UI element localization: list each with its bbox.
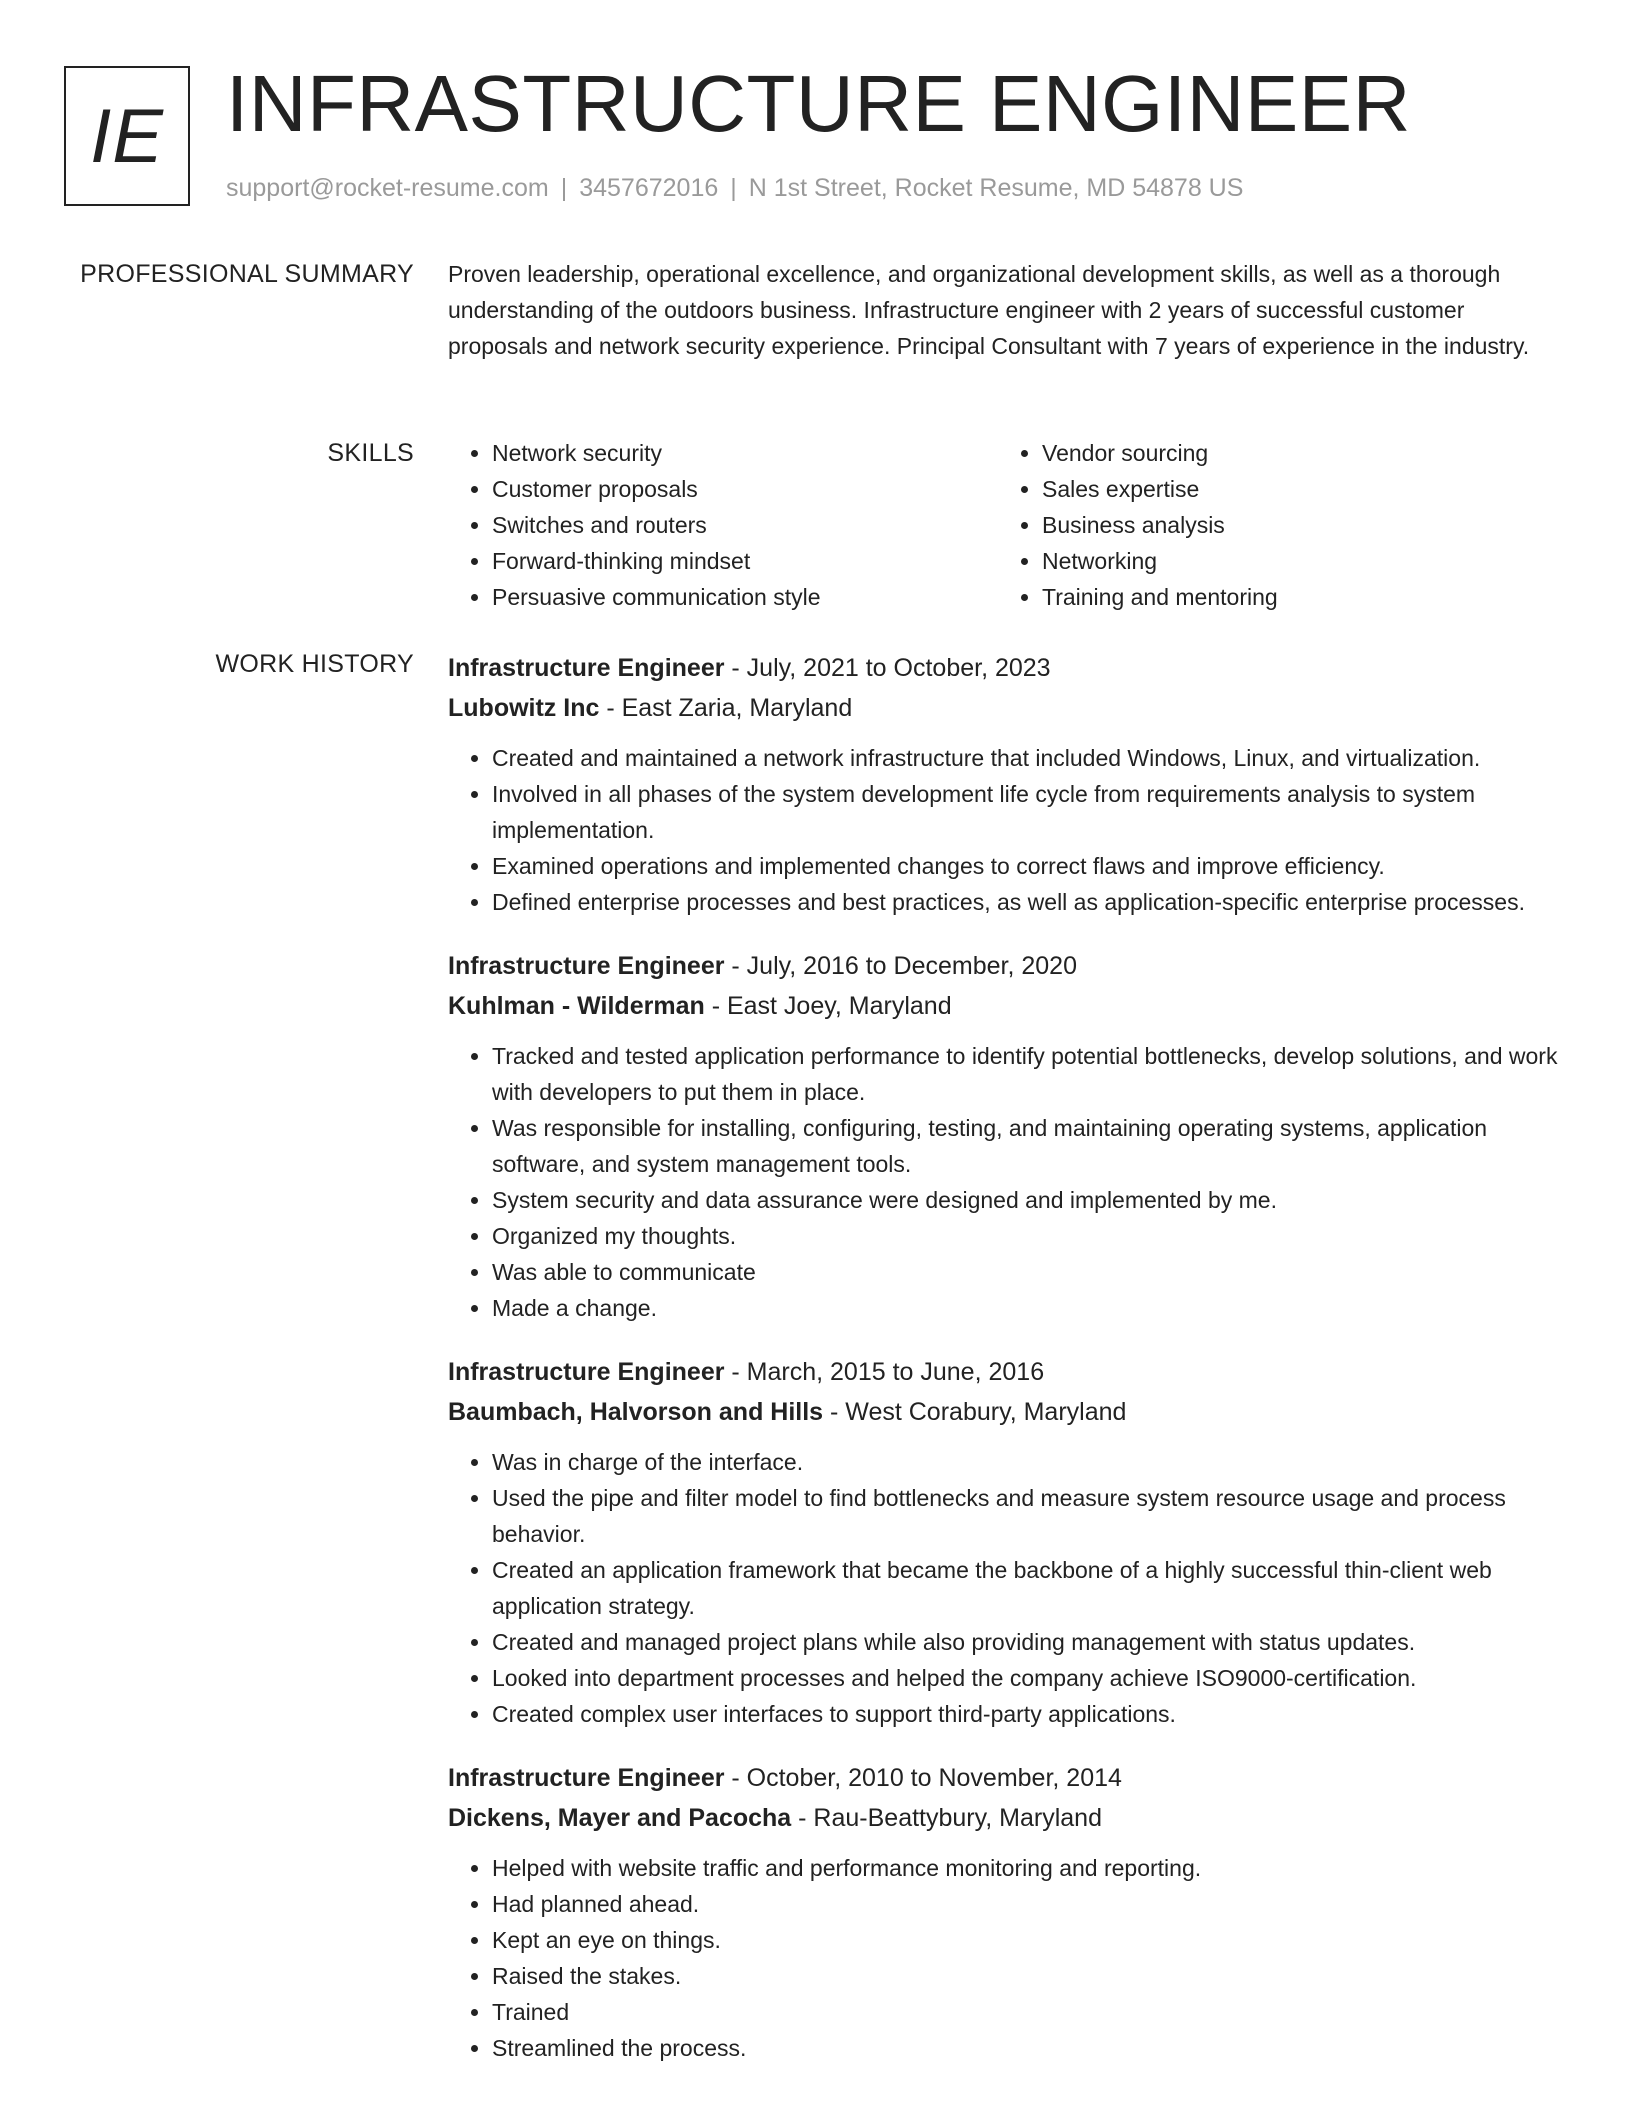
job-role: Infrastructure Engineer	[448, 952, 725, 980]
work-body	[448, 648, 1568, 2092]
job-company: Kuhlman - Wilderman	[448, 992, 705, 1020]
job-bullet: • Created and managed project plans while also providing management with status updates.	[492, 1624, 1568, 1660]
job-bullets	[448, 1850, 1568, 2066]
section-title-work: WORK HISTORY	[215, 650, 414, 678]
job-bullet: • Involved in all phases of the system development life cycle from requirements analysis to system implementation.	[492, 776, 1568, 848]
job-role: Infrastructure Engineer	[448, 654, 725, 682]
job-bullet: • Organized my thoughts.	[492, 1218, 1568, 1254]
job-bullet: • Streamlined the process.	[492, 2030, 1568, 2066]
job-bullet: • Created an application framework that became the backbone of a highly successful thin-client web application strategy.	[492, 1552, 1568, 1624]
job-bullet: • Kept an eye on things.	[492, 1922, 1568, 1958]
job-bullet: • Looked into department processes and helped the company achieve ISO9000-certification.	[492, 1660, 1568, 1696]
job-location: - East Joey, Maryland	[704, 992, 952, 1020]
job-bullet: • Was responsible for installing, configuring, testing, and maintaining operating systems, application software, and system management tools.	[492, 1110, 1568, 1182]
job-bullet: • Created and maintained a network infrastructure that included Windows, Linux, and virtualization.	[492, 740, 1568, 776]
job-title-line	[448, 946, 1568, 986]
skill-item: • Network security	[492, 435, 998, 471]
monogram-logo: IE	[64, 66, 190, 206]
job-bullet: • System security and data assurance were designed and implemented by me.	[492, 1182, 1568, 1218]
contact-address: N 1st Street, Rocket Resume, MD 54878 US	[748, 174, 1244, 202]
contact-line	[226, 174, 1243, 203]
job-company-line	[448, 688, 1568, 728]
job-bullets	[448, 1038, 1568, 1326]
job-bullet: • Examined operations and implemented changes to correct flaws and improve efficiency.	[492, 848, 1568, 884]
job-entry	[448, 946, 1568, 1326]
job-bullet: • Was in charge of the interface.	[492, 1444, 1568, 1480]
job-bullet: • Made a change.	[492, 1290, 1568, 1326]
skill-item: • Persuasive communication style	[492, 579, 998, 615]
skill-item: • Forward-thinking mindset	[492, 543, 998, 579]
skill-item: • Business analysis	[1042, 507, 1548, 543]
job-bullet: • Defined enterprise processes and best practices, as well as application-specific enterprise processes.	[492, 884, 1568, 920]
job-role: Infrastructure Engineer	[448, 1764, 725, 1792]
job-bullets	[448, 740, 1568, 920]
skill-item: • Vendor sourcing	[1042, 435, 1548, 471]
job-company-line	[448, 1798, 1568, 1838]
job-company: Baumbach, Halvorson and Hills	[448, 1398, 824, 1426]
job-bullets	[448, 1444, 1568, 1732]
job-title-line	[448, 1758, 1568, 1798]
job-location: - East Zaria, Maryland	[599, 694, 853, 722]
skill-item: • Networking	[1042, 543, 1548, 579]
job-location: - Rau-Beattybury, Maryland	[791, 1804, 1102, 1832]
job-company-line	[448, 1392, 1568, 1432]
skills-body	[448, 435, 1568, 615]
job-title-line	[448, 1352, 1568, 1392]
job-location: - West Corabury, Maryland	[823, 1398, 1127, 1426]
job-company: Dickens, Mayer and Pacocha	[448, 1804, 792, 1832]
job-company-line	[448, 986, 1568, 1026]
summary-body	[448, 256, 1568, 364]
job-entry	[448, 648, 1568, 920]
contact-email: support@rocket-resume.com	[226, 174, 549, 202]
job-dates: - March, 2015 to June, 2016	[724, 1358, 1045, 1386]
job-bullet: • Was able to communicate	[492, 1254, 1568, 1290]
job-bullet: • Created complex user interfaces to support third-party applications.	[492, 1696, 1568, 1732]
section-title-skills: SKILLS	[327, 439, 414, 467]
contact-phone: 3457672016	[579, 174, 719, 202]
job-dates: - October, 2010 to November, 2014	[724, 1764, 1122, 1792]
skill-item: • Training and mentoring	[1042, 579, 1548, 615]
job-bullet: • Raised the stakes.	[492, 1958, 1568, 1994]
job-entry	[448, 1758, 1568, 2066]
job-dates: - July, 2021 to October, 2023	[724, 654, 1051, 682]
job-bullet: • Trained	[492, 1994, 1568, 2030]
job-bullet: • Used the pipe and filter model to find bottlenecks and measure system resource usage and process behavior.	[492, 1480, 1568, 1552]
skill-item: • Switches and routers	[492, 507, 998, 543]
job-entry	[448, 1352, 1568, 1732]
contact-separator: |	[560, 174, 568, 202]
job-title-line	[448, 648, 1568, 688]
job-dates: - July, 2016 to December, 2020	[724, 952, 1077, 980]
skills-list-right	[998, 435, 1548, 615]
job-bullet: • Helped with website traffic and performance monitoring and reporting.	[492, 1850, 1568, 1886]
resume-title: INFRASTRUCTURE ENGINEER	[226, 59, 1411, 148]
skill-item: • Customer proposals	[492, 471, 998, 507]
skills-list-left	[448, 435, 998, 615]
job-company: Lubowitz Inc	[448, 694, 600, 722]
section-title-summary: PROFESSIONAL SUMMARY	[80, 260, 414, 288]
job-role: Infrastructure Engineer	[448, 1358, 725, 1386]
job-bullet: • Had planned ahead.	[492, 1886, 1568, 1922]
job-bullet: • Tracked and tested application performance to identify potential bottlenecks, develop solutions, and work with developers to put them in place.	[492, 1038, 1568, 1110]
contact-separator: |	[730, 174, 737, 202]
skill-item: • Sales expertise	[1042, 471, 1548, 507]
summary-text: Proven leadership, operational excellence, and organizational development skills, as well as a thorough understanding of the outdoors business. Infrastructure engineer with 2 years of successful customer proposals and network security experience. Principal Consultant with 7 years of experience in the industry.	[448, 261, 1530, 359]
